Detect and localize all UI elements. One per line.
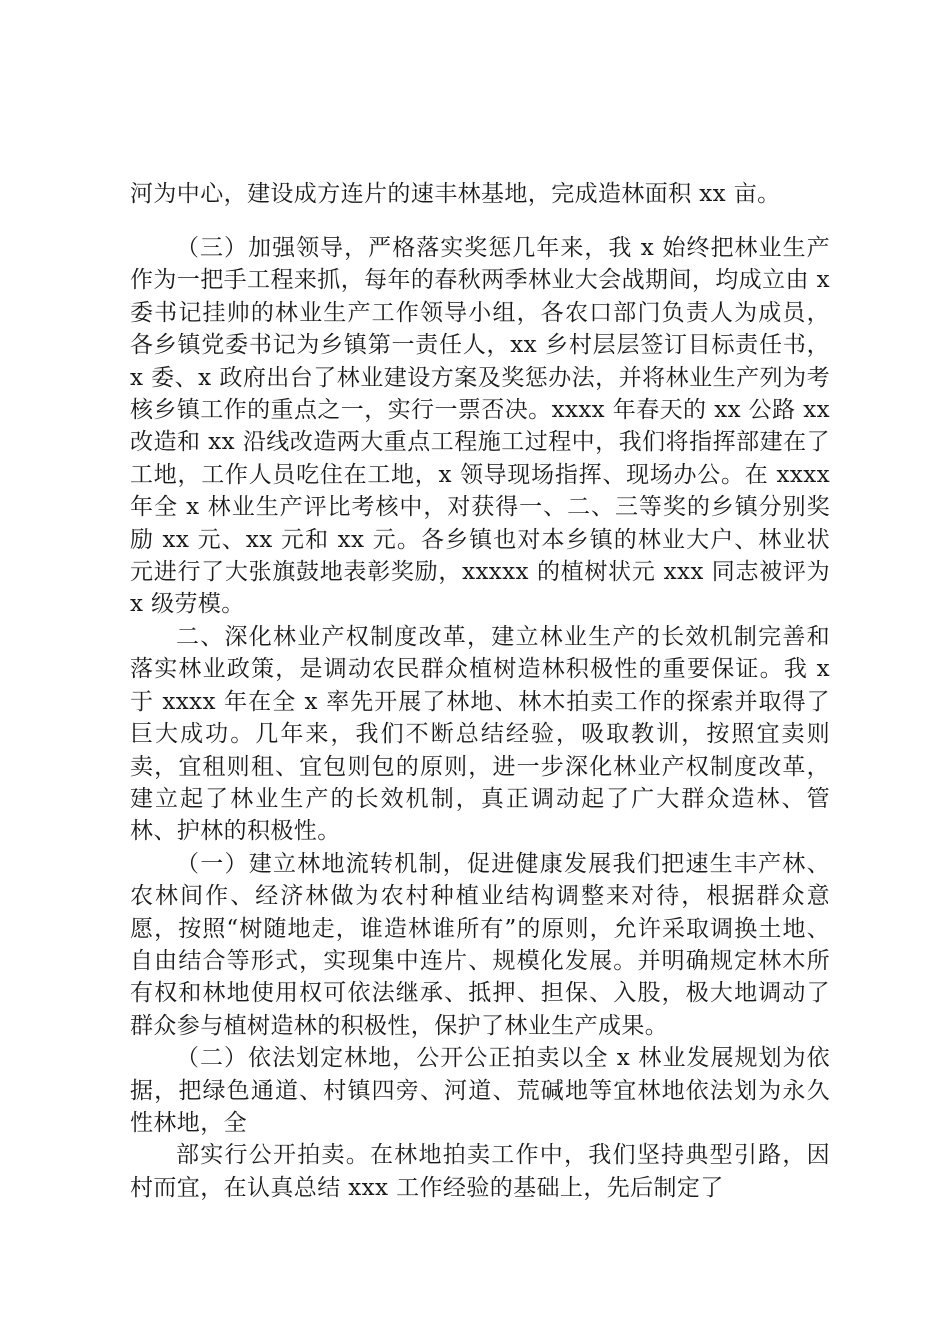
paragraph-5: （二）依法划定林地，公开公正拍卖以全 x 林业发展规划为依据，把绿色通道、村镇四旁、河道、荒碱地等宜林地依法划为永久性林地，全 [130, 1045, 830, 1136]
paragraph-6: 部实行公开拍卖。在林地拍卖工作中，我们坚持典型引路，因村而宜，在认真总结 xxx 工作经验的基础上，先后制定了 [130, 1142, 830, 1201]
body-text-main [130, 232, 830, 1204]
paragraph-2: （三）加强领导，严格落实奖惩几年来，我 x 始终把林业生产作为一把手工程来抓，每年的春秋两季林业大会战期间，均成立由 x 委书记挂帅的林业生产工作领导小组，各农口部门负责人为成员，各乡镇党委书记为乡镇第一责任人，xx 乡村层层签订目标责任书，x 委、x 政府出台了林业建设方案及奖惩办法，并将林业生产列为考核乡镇工作的重点之一，实行一票否决。xxxx 年春天的 xx 公路 xx 改造和 xx 沿线改造两大重点工程施工过程中，我们将指挥部建在了工地，工作人员吃住在工地，x 领导现场指挥、现场办公。在 xxxx 年全 x 林业生产评比考核中，对获得一、二、三等奖的乡镇分别奖励 xx 元、xx 元和 xx 元。各乡镇也对本乡镇的林业大户、林业状元进行了大张旗鼓地表彰奖励，xxxxx 的植树状元 xxx 同志被评为 x 级劳模。 [130, 235, 830, 618]
paragraph-3: 二、深化林业产权制度改革，建立林业生产的长效机制完善和落实林业政策，是调动农民群众植树造林积极性的重要保证。我 x 于 xxxx 年在全 x 率先开展了林地、林木拍卖工作的探索并取得了巨大成功。几年来，我们不断总结经验，吸取教训，按照宜卖则卖，宜租则租、宜包则包的原则，进一步深化林业产权制度改革，建立起了林业生产的长效机制，真正调动起了广大群众造林、管林、护林的积极性。 [130, 623, 830, 845]
body-text-top [130, 178, 830, 210]
paragraph-1: 河为中心，建设成方连片的速丰林基地，完成造林面积 xx 亩。 [130, 181, 781, 207]
paragraph-4: （一）建立林地流转机制，促进健康发展我们把速生丰产林、农林间作、经济林做为农村种植业结构调整来对待，根据群众意愿，按照“树随地走，谁造林谁所有”的原则，允许采取调换土地、自由结合等形式，实现集中连片、规模化发展。并明确规定林木所有权和林地使用权可依法继承、抵押、担保、入股，极大地调动了群众参与植树造林的积极性，保护了林业生产成果。 [130, 850, 830, 1039]
